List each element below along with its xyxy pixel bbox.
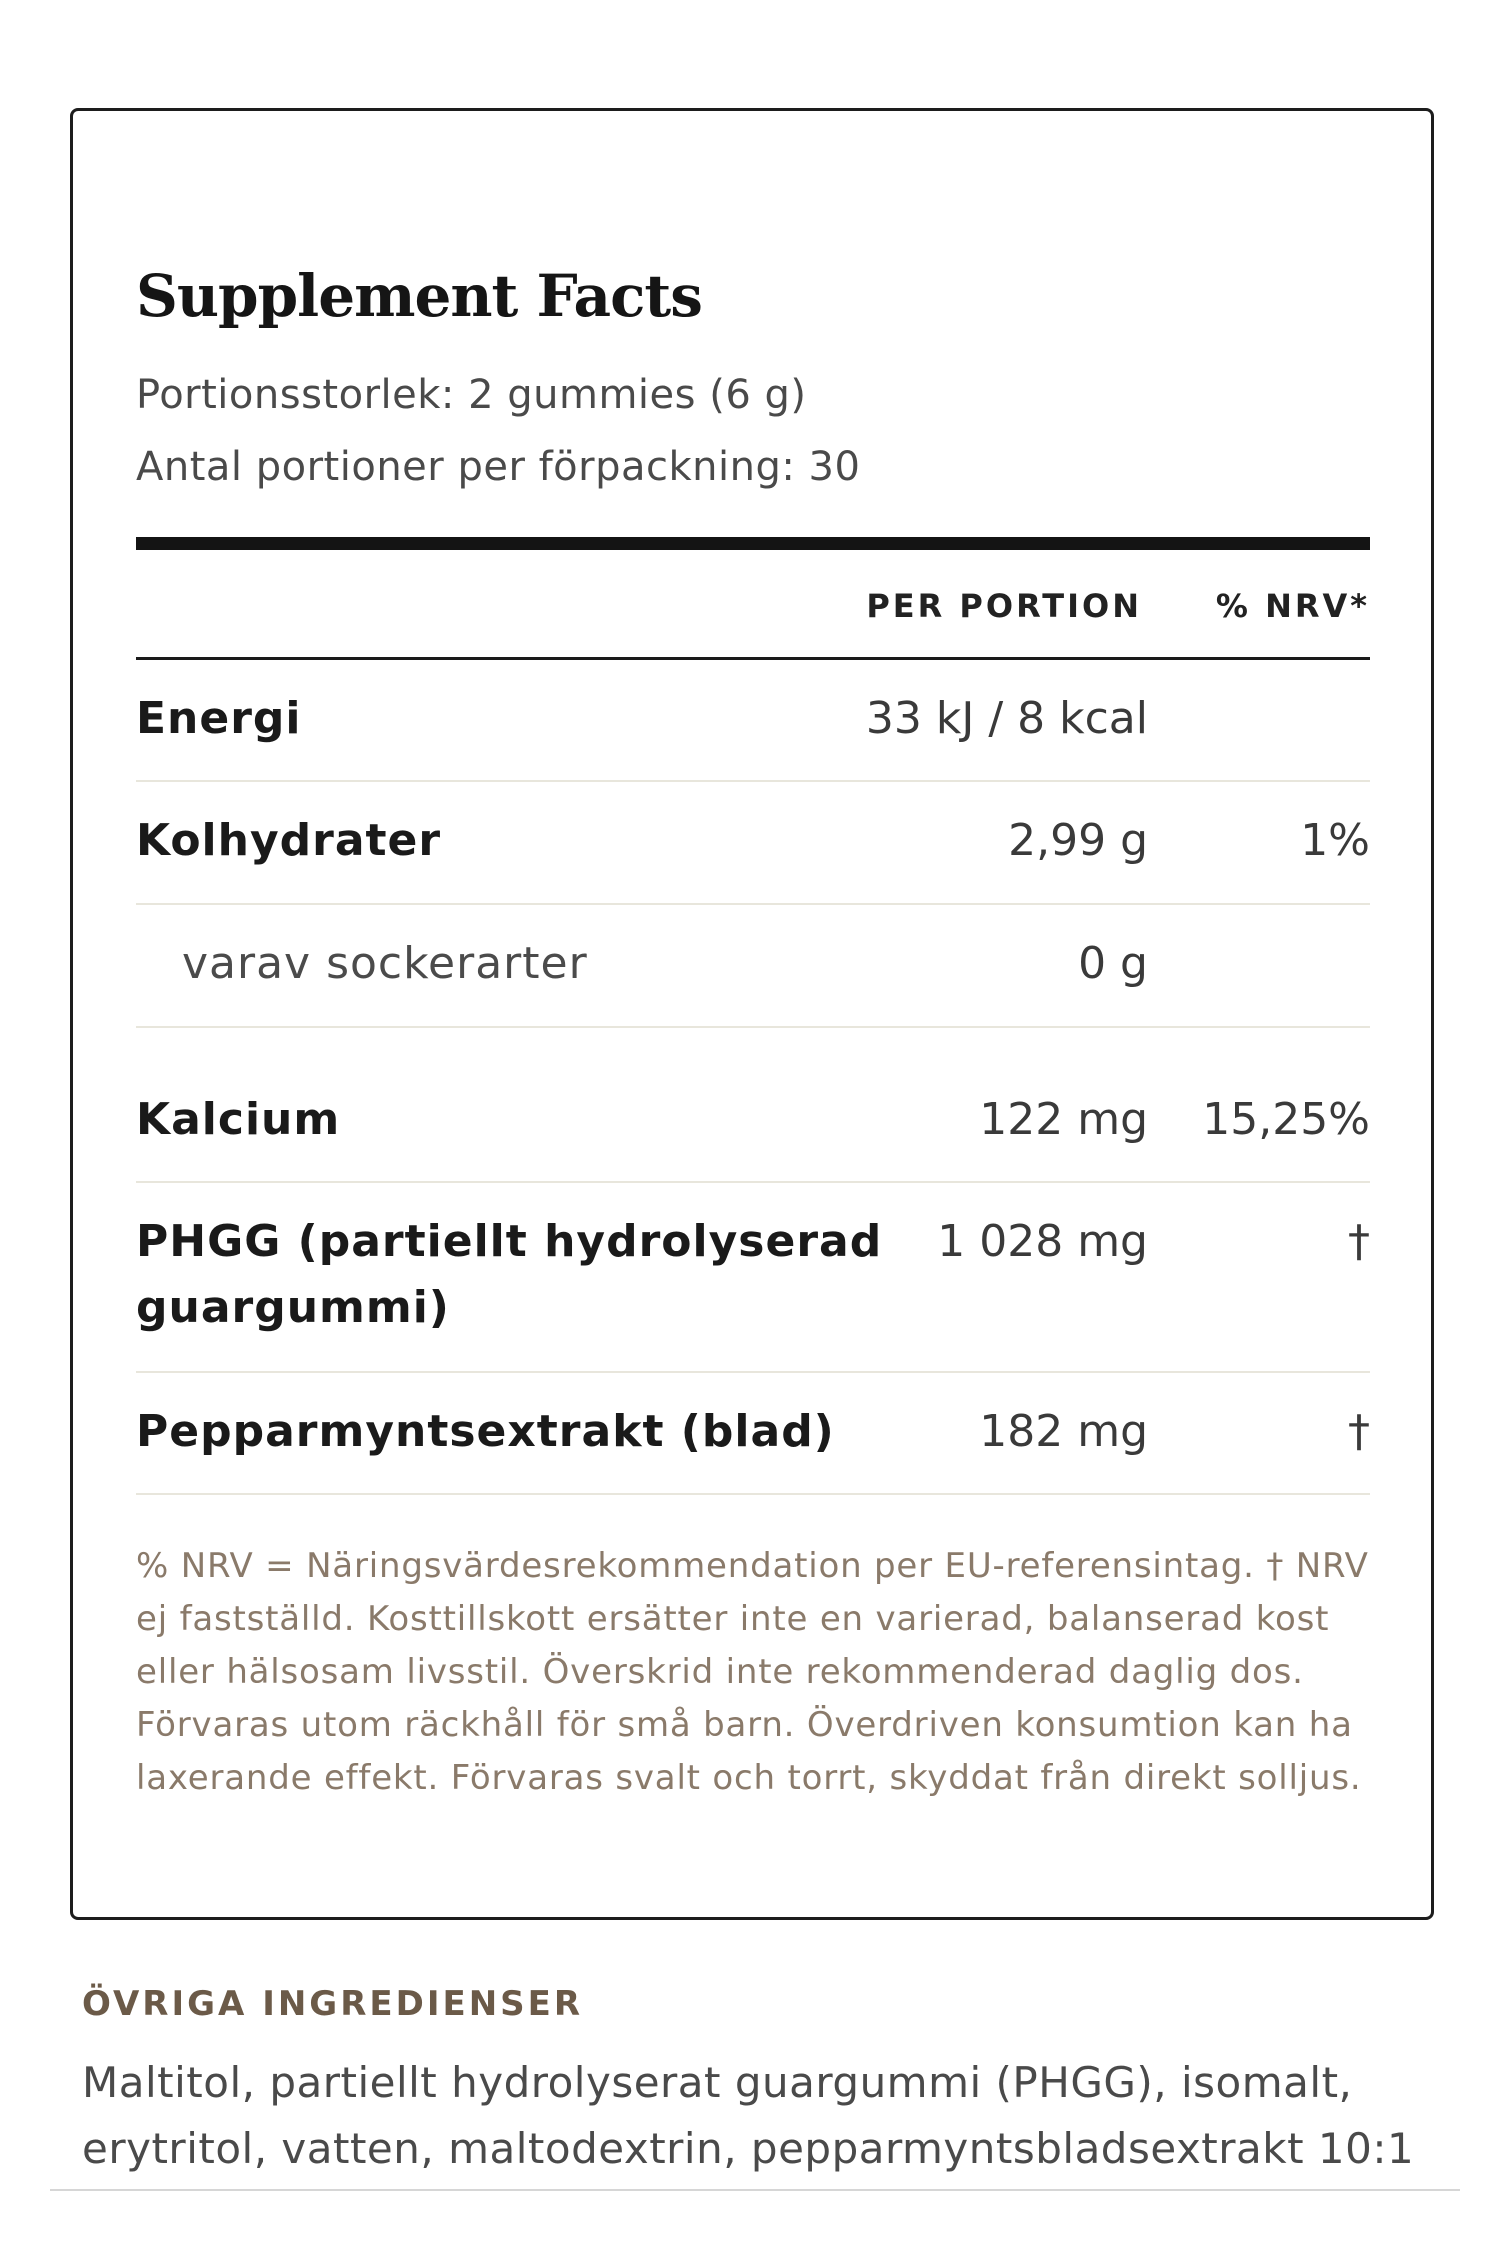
row-divider <box>136 903 1370 905</box>
row-divider <box>136 1371 1370 1373</box>
nutrient-name-energy: Energi <box>136 693 302 744</box>
nutrient-name-calcium: Kalcium <box>136 1094 341 1145</box>
column-header-per-portion: PER PORTION <box>866 587 1142 625</box>
nutrient-name-peppermint-extract: Pepparmyntsextrakt (blad) <box>136 1406 835 1457</box>
row-divider <box>136 1181 1370 1183</box>
nutrient-amount-carbohydrates: 2,99 g <box>1008 815 1148 866</box>
nutrient-nrv-peppermint-extract: † <box>1348 1406 1370 1457</box>
nutrient-nrv-carbohydrates: 1% <box>1300 815 1370 866</box>
serving-size: Portionsstorlek: 2 gummies (6 g) <box>136 372 807 418</box>
row-divider <box>136 780 1370 782</box>
facts-title: Supplement Facts <box>136 262 702 330</box>
other-ingredients-text: Maltitol, partiellt hydrolyserat guargummi (PHGG), isomalt, erytritol, vatten, maltodextrin, pepparmyntsbladsextrakt 10:1 <box>82 2058 1415 2173</box>
servings-per-container: Antal portioner per förpackning: 30 <box>136 444 861 490</box>
other-ingredients-heading: ÖVRIGA INGREDIENSER <box>82 1984 584 2024</box>
facts-footnote: % NRV = Näringsvärdesrekommendation per EU-referensintag. † NRV ej fastställd. Kosttillskott ersätter inte en varierad, balanserad kost eller hälsosam livsstil. Överskrid inte rekommenderad daglig dos. Förvaras utom räckhåll för små barn. Överdriven konsumtion kan ha laxerande effekt. Förvaras svalt och torrt, skyddat från direkt solljus. <box>136 1546 1369 1798</box>
row-divider <box>136 1493 1370 1495</box>
nutrient-amount-sugars: 0 g <box>1078 938 1148 989</box>
nutrient-nrv-phgg: † <box>1348 1216 1370 1267</box>
nutrient-amount-peppermint-extract: 182 mg <box>979 1406 1148 1457</box>
nutrient-amount-calcium: 122 mg <box>979 1094 1148 1145</box>
thick-divider <box>136 537 1370 550</box>
bottom-divider <box>50 2189 1460 2191</box>
nutrient-amount-energy: 33 kJ / 8 kcal <box>865 693 1148 744</box>
nutrient-name-phgg: PHGG (partiellt hydrolyserad guargummi) <box>136 1216 883 1333</box>
row-divider <box>136 1026 1370 1028</box>
nutrient-nrv-calcium: 15,25% <box>1202 1094 1370 1145</box>
nutrient-name-sugars: varav sockerarter <box>182 938 588 989</box>
column-header-nrv: % NRV* <box>1215 587 1370 625</box>
header-divider <box>136 657 1370 660</box>
nutrient-amount-phgg: 1 028 mg <box>937 1216 1148 1267</box>
nutrient-name-carbohydrates: Kolhydrater <box>136 815 442 866</box>
